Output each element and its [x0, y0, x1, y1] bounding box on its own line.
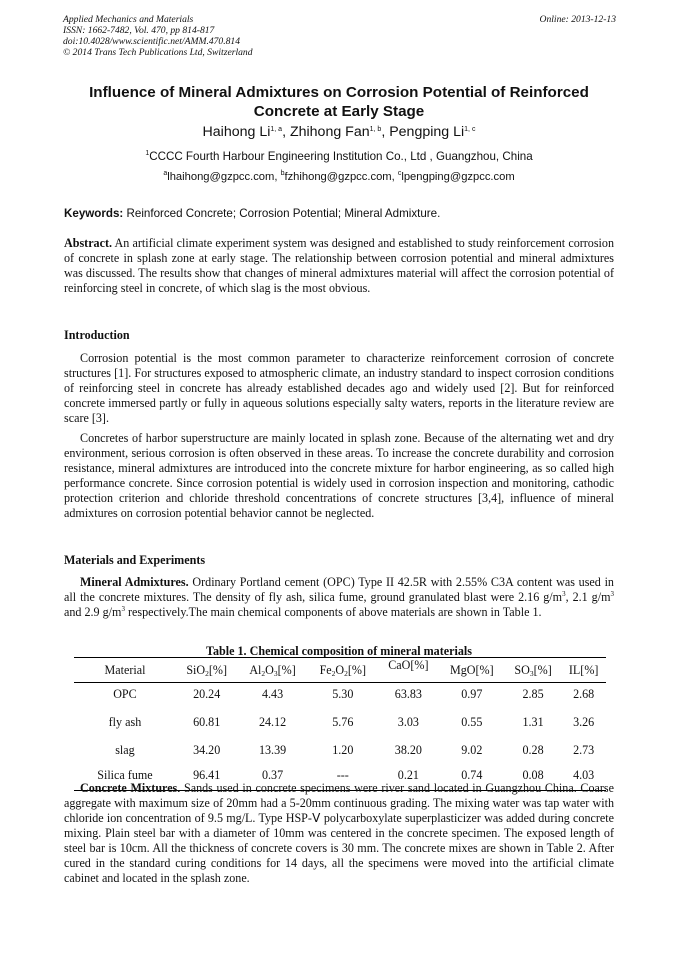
text-run: respectively.The main chemical components of above materials are shown in Table 1.: [124, 605, 542, 619]
email-sep: ,: [274, 171, 281, 183]
author-list: [60, 124, 618, 140]
text-run: and 2.9 g/m: [64, 605, 122, 619]
table-cell: 1.31: [522, 714, 544, 729]
table-cell: OPC: [113, 686, 137, 701]
table-cell: 0.08: [505, 761, 561, 791]
subheading-mineral-admixtures: Mineral Admixtures.: [80, 575, 189, 589]
issn: ISSN: 1662-7482, Vol. 470, pp 814-817: [63, 25, 215, 36]
abstract-text: An artificial climate experiment system was designed and established to study reinforcement corrosion of concrete in splash zone at early stage. The relationship between corrosion potential and mineral admixtures was discussed. The results show that changes of mineral admixtures material will affect the corrosion potential of reinforcing steel in concrete, of which slag is the most obvious.: [64, 236, 615, 295]
doi: doi:10.4028/www.scientific.net/AMM.470.814: [63, 36, 241, 47]
table-cell: 2.73: [573, 742, 595, 757]
affiliation: [60, 150, 618, 163]
table-cell: slag: [115, 742, 135, 757]
header-so3: $SO_3[\%]$: [505, 658, 561, 683]
table-cell: 20.24: [193, 686, 221, 701]
table-cell: 3.26: [573, 714, 595, 729]
table-cell: 0.21: [378, 761, 439, 791]
table-header-row: [74, 658, 606, 683]
title-line-1: Influence of Mineral Admixtures on Corrosion Potential of Reinforced: [89, 84, 589, 101]
table-cell: 24.12: [258, 714, 287, 729]
header-mgo: MgO[%]: [439, 658, 505, 683]
author-name: Zhihong Fan: [289, 124, 370, 140]
author-sup: 1, c: [464, 126, 476, 133]
keywords-label: Keywords:: [64, 207, 124, 220]
subheading-concrete-mixtures: Concrete Mixtures.: [80, 781, 181, 795]
table-cell: 1.20: [332, 742, 354, 757]
header-al2o3: $Al_2O_3[\%]$: [237, 658, 307, 683]
author-sep: ,: [381, 124, 390, 140]
superscript: 3: [610, 590, 614, 598]
chemical-composition-table: [74, 657, 606, 791]
author-sup: 1, a: [270, 126, 283, 133]
table-cell: 2.68: [573, 686, 595, 701]
table-cell: 0.55: [461, 714, 483, 729]
email-link[interactable]: lpengping@gzpcc.com: [401, 171, 515, 183]
paper-title: [60, 83, 618, 121]
table-cell: 9.02: [461, 742, 483, 757]
table-cell: Silica fume: [74, 761, 176, 791]
online-date: Online: 2013-12-13: [539, 14, 616, 25]
table-cell: 63.83: [394, 686, 422, 701]
table-cell: ---: [308, 761, 378, 791]
table-cell: 4.43: [261, 686, 284, 701]
table-cell: 2.85: [522, 686, 544, 701]
journal-name: Applied Mechanics and Materials: [63, 14, 194, 25]
table-cell: fly ash: [108, 714, 142, 729]
keywords: [64, 207, 440, 220]
author-name: Haihong Li: [202, 124, 271, 140]
materials-paragraph-1: [64, 575, 614, 620]
section-heading-introduction: Introduction: [64, 328, 130, 342]
table-cell: 0.97: [461, 686, 483, 701]
copyright: © 2014 Trans Tech Publications Ltd, Switzerland: [63, 47, 253, 58]
email-list: [60, 171, 618, 183]
email-link[interactable]: fzhihong@gzpcc.com: [284, 171, 392, 183]
header-cao: CaO[%]: [378, 658, 439, 683]
table-row: [74, 705, 606, 739]
header-fe2o2: $Fe_2O_2[\%]$: [308, 658, 378, 683]
affiliation-sup: 1: [145, 150, 150, 157]
superscript: 3: [562, 590, 566, 598]
header-sio2: SiO$_2$[%]: [176, 658, 238, 683]
table-cell: 4.03: [561, 761, 606, 791]
header-material: Material: [74, 658, 176, 683]
author-sep: ,: [282, 124, 290, 140]
email-sup: c: [397, 170, 402, 177]
table-row: [74, 683, 606, 706]
materials-paragraph-2: [64, 781, 614, 886]
email-sup: a: [163, 170, 168, 177]
affiliation-text: CCCC Fourth Harbour Engineering Institution Co., Ltd , Guangzhou, China: [149, 150, 533, 163]
author-name: Pengping Li: [389, 124, 465, 140]
table-cell: 5.76: [332, 714, 354, 729]
header-il: IL[%]: [561, 658, 606, 683]
text-run: Sands used in concrete specimens were river sand located in Guangzhou China. Coarse aggregate with maximum size of 20mm had a 5-20mm continuous grading. The mixing water was tap water with chloride ion concentration of 9.5 mg/L. Type HSP-Ⅴ polycarboxylate superplasticizer was added during concrete mixing. Plain steel bar with a diameter of 10mm was centered in the concrete specimen. The exposed length of steel bar is 10cm. All the thickness of concrete covers is 30 mm. The concrete mixes are shown in Table 2. After cured in the standard curing conditions for 14 days, all the specimens were moved into the artificial climate cabinet and located in the splash zone.: [64, 781, 614, 885]
table-row: [74, 739, 606, 761]
table-cell: 38.20: [394, 742, 422, 757]
keywords-text: Reinforced Concrete; Corrosion Potential; Mineral Admixture.: [126, 207, 441, 220]
superscript: 3: [121, 605, 125, 613]
table-cell: 13.39: [258, 742, 287, 757]
journal-header: [63, 14, 253, 58]
text-run: Ordinary Portland cement (OPC) Type II 42.5R with 2.55% C3A content was used in all the concrete mixtures. The density of fly ash, silica fume, ground granulated blast were 2.16 g/m: [64, 575, 614, 604]
text-run: , 2.1 g/m: [565, 590, 611, 604]
abstract-label: Abstract.: [64, 236, 113, 250]
email-sup: b: [280, 170, 285, 177]
title-line-2: Concrete at Early Stage: [253, 103, 425, 120]
table-caption: Table 1. Chemical composition of mineral materials: [206, 644, 472, 658]
intro-paragraph-2: Concretes of harbor superstructure are mainly located in splash zone. Because of the alternating wet and dry environment, serious corrosion is often observed in these areas. To increase the concrete durability and corrosion resistance, mineral admixtures are introduced into the concrete mixture for harbor engineering, as so called high performance concrete. Since corrosion potential is widely used in corrosion inspection and monitoring, cathodic protection criterion and chloride threshold concentrations of concrete structures [3,4], influence of mineral admixtures on corrosion potential behavior cannot be neglected.: [64, 431, 614, 520]
email-sep: ,: [391, 171, 398, 183]
table-cell: 5.30: [332, 686, 354, 701]
table-cell: 0.74: [439, 761, 505, 791]
abstract: [64, 236, 614, 296]
email-link[interactable]: lhaihong@gzpcc.com: [167, 171, 275, 183]
author-sup: 1, b: [369, 126, 382, 133]
table-cell: 0.37: [237, 761, 307, 791]
table-cell: 0.28: [522, 742, 544, 757]
table-cell: 34.20: [193, 742, 221, 757]
intro-paragraph-1: Corrosion potential is the most common parameter to characterize reinforcement corrosion of concrete structures [1]. For structures exposed to atmospheric climate, an industry standard to inspect corrosion conditions of reinforcing steel in concrete has already established decades ago and widely used [2]. But for reinforced concrete immersed partly or fully in aqueous solutions especially salty waters, reports in the literature review are scare [3].: [64, 351, 614, 425]
table-cell: 60.81: [193, 714, 221, 729]
section-heading-materials: Materials and Experiments: [64, 553, 206, 567]
table-cell: 3.03: [397, 714, 419, 729]
table-cell: 96.41: [176, 761, 238, 791]
